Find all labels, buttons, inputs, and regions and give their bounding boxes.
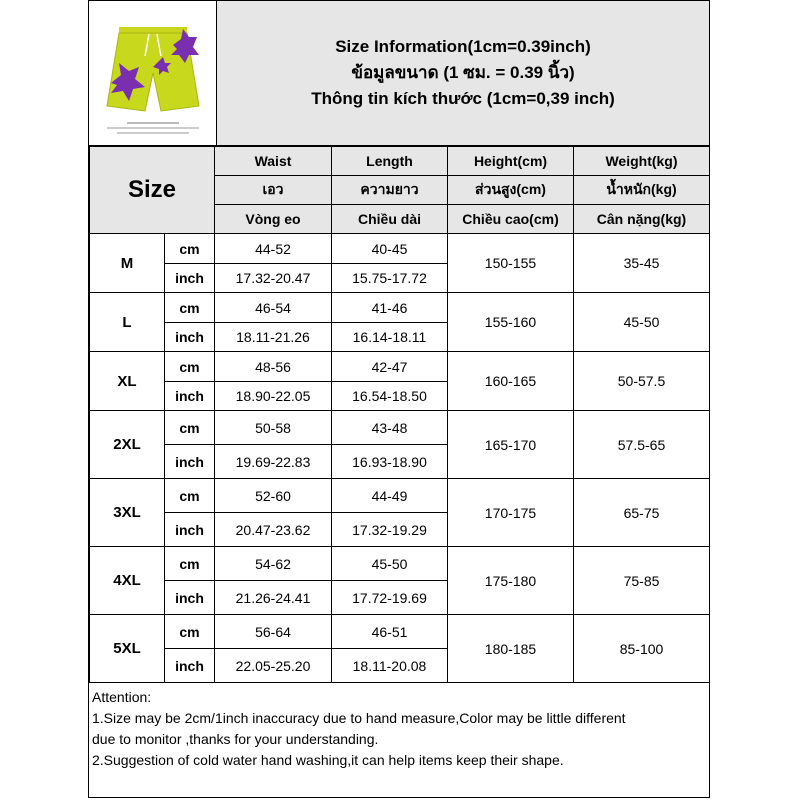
unit-label: inch	[165, 649, 215, 683]
column-header: Waist	[215, 147, 332, 176]
length-inch-cell: 18.11-20.08	[332, 649, 448, 683]
table-row	[90, 293, 710, 323]
notes-line: 2.Suggestion of cold water hand washing,it can help items keep their shape.	[92, 752, 564, 768]
waist-cm-cell: 52-60	[215, 479, 332, 513]
length-cm-cell: 44-49	[332, 479, 448, 513]
size-label: L	[90, 293, 165, 352]
table-row	[90, 479, 710, 513]
length-inch-cell: 15.75-17.72	[332, 264, 448, 293]
notes-line: due to monitor ,thanks for your understanding.	[92, 731, 379, 747]
size-label: XL	[90, 352, 165, 411]
length-cm-cell: 46-51	[332, 615, 448, 649]
waist-cm-cell: 54-62	[215, 547, 332, 581]
waist-inch-cell: 20.47-23.62	[215, 513, 332, 547]
size-label: 4XL	[90, 547, 165, 615]
size-label: M	[90, 234, 165, 293]
column-header: ความยาว	[332, 176, 448, 205]
height-cell: 160-165	[448, 352, 574, 411]
length-inch-cell: 17.72-19.69	[332, 581, 448, 615]
unit-label: inch	[165, 323, 215, 352]
unit-label: inch	[165, 445, 215, 479]
waist-inch-cell: 21.26-24.41	[215, 581, 332, 615]
waist-inch-cell: 18.90-22.05	[215, 382, 332, 411]
notes-heading: Attention:	[92, 689, 152, 705]
length-cm-cell: 41-46	[332, 293, 448, 323]
height-cell: 150-155	[448, 234, 574, 293]
length-inch-cell: 17.32-19.29	[332, 513, 448, 547]
unit-label: inch	[165, 581, 215, 615]
unit-label: cm	[165, 615, 215, 649]
waist-cm-cell: 56-64	[215, 615, 332, 649]
attention-notes	[89, 687, 709, 771]
size-label: 2XL	[90, 411, 165, 479]
size-column-header: Size	[90, 147, 215, 234]
length-inch-cell: 16.93-18.90	[332, 445, 448, 479]
height-cell: 175-180	[448, 547, 574, 615]
table-row	[90, 615, 710, 649]
unit-label: cm	[165, 293, 215, 323]
size-chart-titles	[217, 1, 709, 145]
weight-cell: 57.5-65	[574, 411, 710, 479]
weight-cell: 35-45	[574, 234, 710, 293]
waist-inch-cell: 22.05-25.20	[215, 649, 332, 683]
product-photo	[89, 1, 217, 145]
height-cell: 170-175	[448, 479, 574, 547]
length-cm-cell: 45-50	[332, 547, 448, 581]
height-cell: 155-160	[448, 293, 574, 352]
column-header: Chiều dài	[332, 205, 448, 234]
height-cell: 165-170	[448, 411, 574, 479]
waist-inch-cell: 19.69-22.83	[215, 445, 332, 479]
waist-cm-cell: 48-56	[215, 352, 332, 382]
table-row	[90, 547, 710, 581]
column-header: Vòng eo	[215, 205, 332, 234]
waist-cm-cell: 44-52	[215, 234, 332, 264]
size-chart-sheet	[88, 0, 710, 798]
column-header: เอว	[215, 176, 332, 205]
table-header-row-en	[90, 147, 710, 176]
length-cm-cell: 43-48	[332, 411, 448, 445]
length-cm-cell: 42-47	[332, 352, 448, 382]
size-label: 3XL	[90, 479, 165, 547]
height-cell: 180-185	[448, 615, 574, 683]
weight-cell: 85-100	[574, 615, 710, 683]
notes-line: 1.Size may be 2cm/1inch inaccuracy due to hand measure,Color may be little different	[92, 710, 626, 726]
unit-label: cm	[165, 352, 215, 382]
table-row	[90, 352, 710, 382]
size-table	[89, 146, 710, 683]
title-thai: ข้อมูลขนาด (1 ซม. = 0.39 นิ้ว)	[351, 63, 575, 82]
unit-label: cm	[165, 479, 215, 513]
title-english: Size Information(1cm=0.39inch)	[335, 37, 591, 56]
waist-cm-cell: 46-54	[215, 293, 332, 323]
waist-cm-cell: 50-58	[215, 411, 332, 445]
column-header: Weight(kg)	[574, 147, 710, 176]
weight-cell: 45-50	[574, 293, 710, 352]
unit-label: cm	[165, 411, 215, 445]
unit-label: inch	[165, 264, 215, 293]
waist-inch-cell: 17.32-20.47	[215, 264, 332, 293]
length-inch-cell: 16.14-18.11	[332, 323, 448, 352]
weight-cell: 75-85	[574, 547, 710, 615]
table-row	[90, 411, 710, 445]
size-label: 5XL	[90, 615, 165, 683]
table-row	[90, 234, 710, 264]
unit-label: cm	[165, 234, 215, 264]
size-chart-header	[89, 1, 709, 146]
unit-label: inch	[165, 382, 215, 411]
unit-label: inch	[165, 513, 215, 547]
weight-cell: 65-75	[574, 479, 710, 547]
shorts-image	[89, 1, 216, 145]
column-header: ส่วนสูง(cm)	[448, 176, 574, 205]
column-header: Height(cm)	[448, 147, 574, 176]
column-header: Length	[332, 147, 448, 176]
column-header: Chiều cao(cm)	[448, 205, 574, 234]
column-header: น้ำหนัก(kg)	[574, 176, 710, 205]
unit-label: cm	[165, 547, 215, 581]
length-inch-cell: 16.54-18.50	[332, 382, 448, 411]
title-vietnamese: Thông tin kích thước (1cm=0,39 inch)	[311, 89, 615, 108]
waist-inch-cell: 18.11-21.26	[215, 323, 332, 352]
column-header: Cân nặng(kg)	[574, 205, 710, 234]
weight-cell: 50-57.5	[574, 352, 710, 411]
length-cm-cell: 40-45	[332, 234, 448, 264]
